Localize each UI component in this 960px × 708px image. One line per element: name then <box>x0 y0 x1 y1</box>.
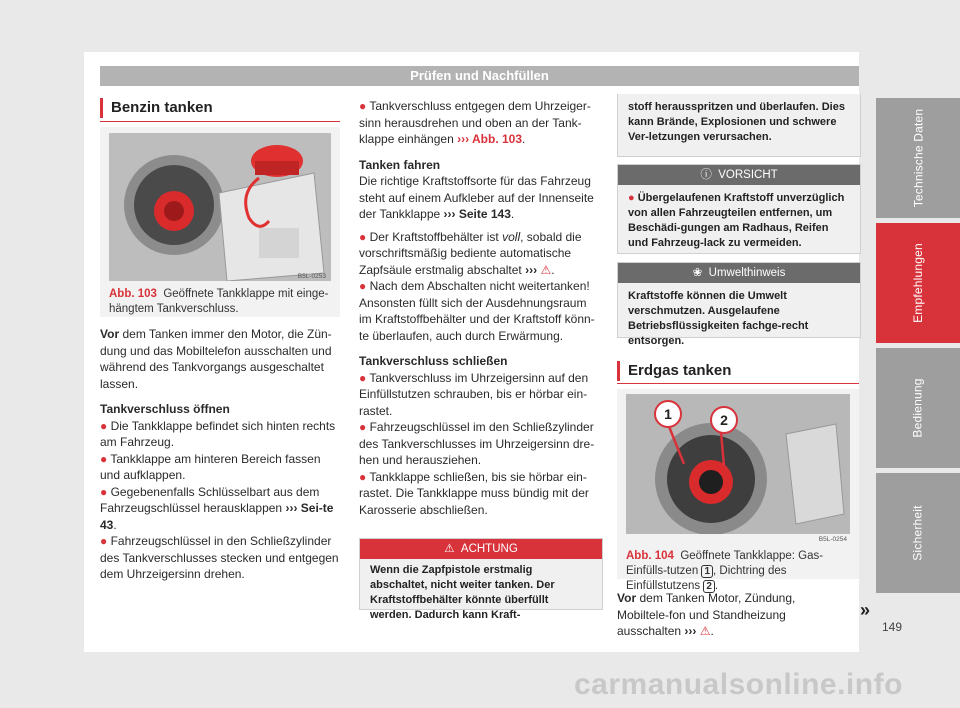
figure-caption-text: Geöffnete Tankklappe mit einge-hängtem Tankverschluss. <box>109 288 329 315</box>
bullet-item: ● Fahrzeugschlüssel im den Schließzylinder des Tankverschlusses im Uhrzeigersinn dre-hen und herausziehen. <box>359 420 595 467</box>
vor-paragraph: Vor dem Tanken Motor, Zündung, Mobiltele-fon und Standheizung ausschalten ››› ⚠. <box>617 591 796 638</box>
umwelt-label: Umwelthinweis <box>708 267 786 279</box>
callout-badge-1: 1 <box>701 565 713 578</box>
warning-triangle-icon[interactable]: ⚠ <box>540 262 552 277</box>
umwelt-box <box>617 262 861 347</box>
vorsicht-label: VORSICHT <box>718 169 778 181</box>
figure-number: Abb. 103 <box>109 288 157 300</box>
tab-empfehlungen[interactable] <box>876 223 960 343</box>
fahren-paragraph: Die richtige Kraftstoffsorte für das Fahrzeug steht auf einem Aufkleber auf der Innenseite der Tankklappe ››› Seite 143. <box>359 174 594 221</box>
warning-triangle-icon: ⚠ <box>444 543 455 555</box>
intro-text: dem Tanken immer den Motor, die Zün-dung und das Mobiltelefon ausschalten und während des Tankvorgangs ausgeschaltet lassen. <box>100 327 332 391</box>
section-rule <box>100 121 340 122</box>
ref-arrows: ››› <box>285 501 298 515</box>
middle-column <box>359 98 601 518</box>
page-link-seite-43[interactable]: Sei-te 43 <box>100 501 334 532</box>
figure-caption <box>109 287 329 317</box>
bullet-item: ● Fahrzeugschlüssel in den Schließzylinder des Tankverschlusses stecken und entgegen dem Uhrzeigersinn drehen. <box>100 534 339 581</box>
bullet-item: ● Der Kraftstoffbehälter ist voll, sobald die vorschriftsmäßig bediente automatische Zapfsäule erstmalig abschaltet ››› ⚠. <box>359 229 582 277</box>
bullet-item: ● Tankverschluss im Uhrzeigersinn auf den Einfüllstutzen schrauben, bis er hörbar ein-rastet. <box>359 370 589 418</box>
italic-voll: voll <box>502 229 521 244</box>
bullet-text: Gegebenenfalls Schlüsselbart aus dem Fahrzeugschlüssel herausklappen <box>100 484 320 515</box>
figure-104 <box>617 389 859 592</box>
bullet-item: ● Tankverschluss entgegen dem Uhrzeiger-sinn herausdrehen und oben an der Tank-klappe einhängen ››› Abb. 103. <box>359 99 591 146</box>
achtung-header <box>360 539 602 559</box>
tab-technische-daten[interactable] <box>876 98 960 218</box>
bullet-text: Der Kraftstoffbehälter ist <box>369 229 499 244</box>
page-number: 149 <box>882 620 903 634</box>
section-title-benzin: Benzin tanken <box>100 98 340 118</box>
page-link-seite-143[interactable]: ››› Seite 143 <box>443 207 511 221</box>
bullet-text: Tankklappe schließen, bis sie hörbar ein-rastet. Die Tankklappe muss bündig mit der Karosserie abschließen. <box>359 469 589 517</box>
bullet-text: Tankverschluss entgegen dem Uhrzeiger-sinn herausdrehen und oben an der Tank-klappe einhängen <box>359 99 591 146</box>
vorsicht-box <box>617 164 861 254</box>
bullet-text: Tankklappe am hinteren Bereich fassen und aufklappen. <box>100 451 321 482</box>
bullet-item: ● Nach dem Abschalten nicht weitertanken! Ansonsten füllt sich der Ausdehnungsraum im Kraftstoffbehälter und der Kraftstoff könn-te überlaufen, auch durch Erwärmung. <box>359 279 595 343</box>
figure-link-abb-103[interactable]: ››› Abb. 103 <box>457 132 523 146</box>
gas-inlet-photo <box>626 394 850 534</box>
svg-text:2: 2 <box>720 412 728 428</box>
tab-label: Bedienung <box>911 378 925 438</box>
bullet-item: ● Die Tankklappe befindet sich hinten rechts am Fahrzeug. <box>100 418 336 449</box>
umwelt-header <box>618 263 860 283</box>
figure-code: B5L-0254 <box>818 536 847 543</box>
tab-label: Technische Daten <box>911 108 925 208</box>
caption-text: Geöffnete Tankklappe: Gas-Einfülls-tutzen <box>626 550 824 577</box>
fuel-cap-photo <box>109 133 331 281</box>
fuel-cap-illustration <box>109 133 331 281</box>
tab-sicherheit[interactable] <box>876 473 960 593</box>
left-column <box>100 98 340 118</box>
bullet-text: Die Tankklappe befindet sich hinten rechts am Fahrzeug. <box>100 418 336 449</box>
environment-icon: ❀ <box>692 267 703 279</box>
achtung-continued-box <box>617 94 861 157</box>
achtung-continued-text: stoff herausspritzen und überlaufen. Dies kann Brände, Explosionen und schwere Ver-letzungen verursachen. <box>628 101 845 143</box>
gas-inlet-illustration <box>626 394 850 534</box>
bullet-item: ● Tankklappe am hinteren Bereich fassen und aufklappen. <box>100 451 321 482</box>
period: . <box>113 517 117 532</box>
ref-arrows: ››› <box>684 624 697 638</box>
bullet-text: Nach dem Abschalten nicht weitertanken! Ansonsten füllt sich der Ausdehnungsraum im Kraftstoffbehälter und der Kraftstoff könn-te überlaufen, auch durch Erwärmung. <box>359 279 595 343</box>
vor-bold: Vor <box>617 591 637 605</box>
vorsicht-text: ● Übergelaufenen Kraftstoff unverzüglich von allen Fahrzeugteilen entfernen, um Beschädi-gungen am Radhaus, Reifen und Fahrzeug-lack zu vermeiden. <box>628 192 845 249</box>
tab-label: Empfehlungen <box>910 243 925 323</box>
vorsicht-header <box>618 165 860 185</box>
figure-number: Abb. 104 <box>626 550 674 562</box>
warning-triangle-icon[interactable]: ⚠ <box>699 624 711 638</box>
tab-bedienung[interactable] <box>876 348 960 468</box>
bullet-text: Fahrzeugschlüssel in den Schließzylinder des Tankverschlusses stecken und entgegen dem Uhrzeigersinn drehen. <box>100 534 339 581</box>
achtung-label: ACHTUNG <box>460 543 518 555</box>
bullet-text: , sobald die vorschriftsmäßig bediente automatische Zapfsäule erstmalig abschaltet <box>359 229 582 277</box>
erdgas-text <box>617 590 847 640</box>
achtung-text: Wenn die Zapfpistole erstmalig abschaltet, nicht weiter tanken. Der Kraftstoffbehälter könnte überfüllt werden. Dadurch kann Kraft- <box>370 564 555 621</box>
figure-caption <box>626 549 852 594</box>
ref-arrows: ››› <box>525 262 538 277</box>
intro-paragraph <box>100 326 340 392</box>
svg-text:1: 1 <box>664 406 672 422</box>
callout-badge-2: 2 <box>703 580 715 593</box>
page-header: Prüfen und Nachfüllen <box>100 66 859 86</box>
fahren-text: Die richtige Kraftstoffsorte für das Fahrzeug steht auf einem Aufkleber auf der Innenseite der Tankklappe <box>359 174 594 221</box>
info-circle-icon: ⓘ <box>700 169 712 181</box>
figure-code: B5L-0253 <box>297 273 326 280</box>
section-rule <box>617 383 859 384</box>
watermark: carmanualsonline.info <box>574 668 903 701</box>
caption-text: . <box>714 580 719 592</box>
erdgas-section <box>617 361 859 381</box>
subheading-schliessen: Tankverschluss schließen <box>359 354 508 368</box>
bullet-text: Tankverschluss im Uhrzeigersinn auf den Einfüllstutzen schrauben, bis er hörbar ein-rastet. <box>359 370 589 418</box>
section-title-erdgas: Erdgas tanken <box>617 361 859 381</box>
left-text <box>100 326 340 583</box>
subheading-fahren: Tanken fahren <box>359 157 441 172</box>
caption-text: , Dichtring des Einfüllstutzens <box>626 565 787 592</box>
vorsicht-body: Übergelaufenen Kraftstoff unverzüglich von allen Fahrzeugteilen entfernen, um Beschädi-gungen am Radhaus, Reifen und Fahrzeug-lack zu vermeiden. <box>628 192 845 249</box>
bullet-item: ● Tankklappe schließen, bis sie hörbar ein-rastet. Die Tankklappe muss bündig mit der Karosserie abschließen. <box>359 469 589 517</box>
subheading-oeffnen: Tankverschluss öffnen <box>100 402 230 416</box>
bullet-item: ● Gegebenenfalls Schlüsselbart aus dem Fahrzeugschlüssel herausklappen ››› Sei-te 43. <box>100 484 334 532</box>
tab-label: Sicherheit <box>911 505 925 561</box>
intro-bold: Vor <box>100 327 120 341</box>
umwelt-text: Kraftstoffe können die Umwelt verschmutzen. Ausgelaufene Betriebsflüssigkeiten fachge-recht entsorgen. <box>628 290 809 347</box>
continue-arrow-icon: » <box>860 600 871 620</box>
vor-text: dem Tanken Motor, Zündung, Mobiltele-fon und Standheizung ausschalten <box>617 591 796 638</box>
figure-103 <box>100 127 340 317</box>
bullet-text: Fahrzeugschlüssel im den Schließzylinder des Tankverschlusses im Uhrzeigersinn dre-hen und herausziehen. <box>359 420 595 467</box>
achtung-box <box>359 538 603 621</box>
